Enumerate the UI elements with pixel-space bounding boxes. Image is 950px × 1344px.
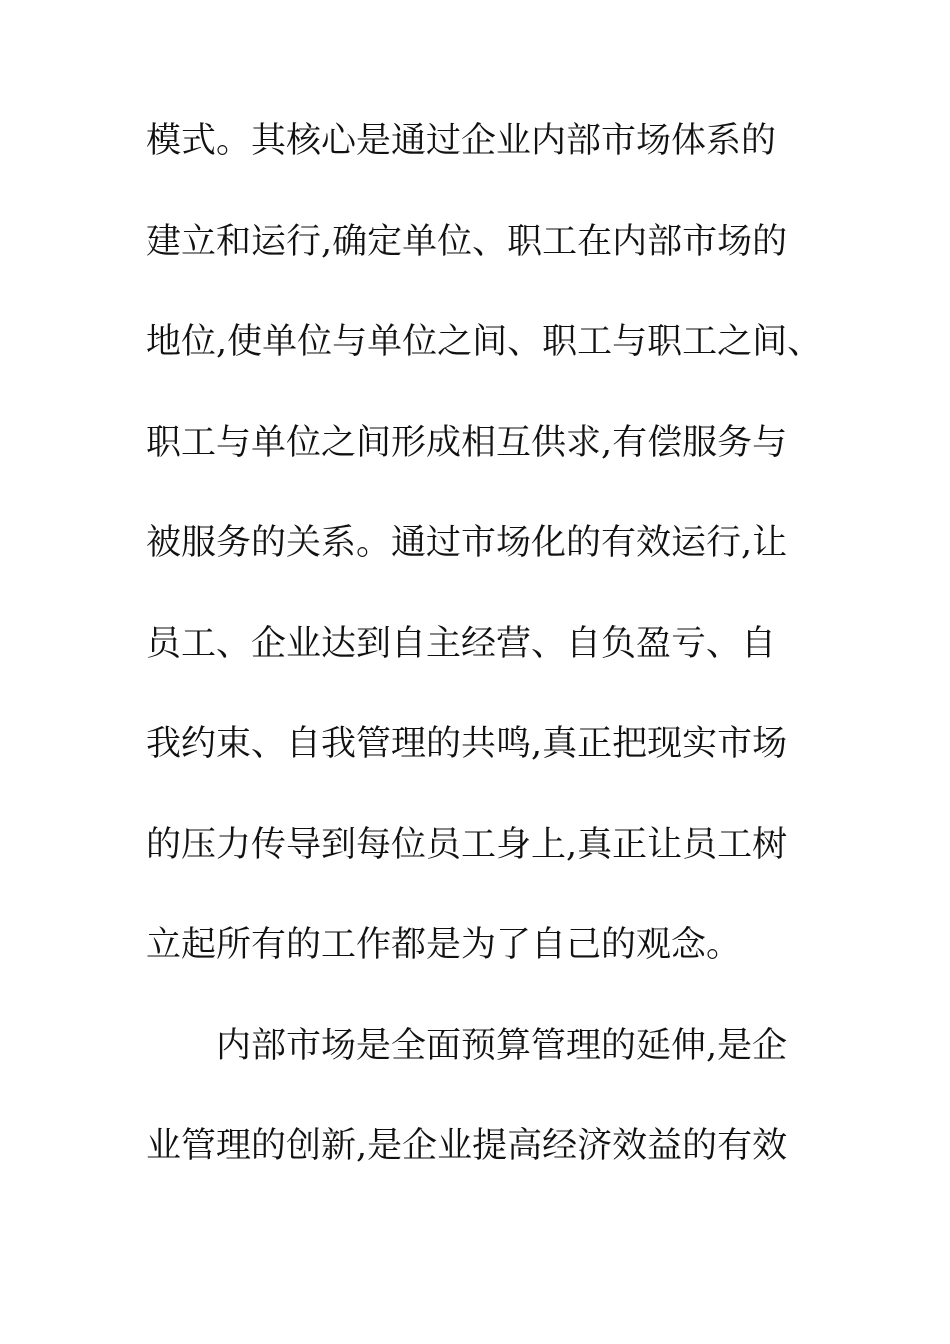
text-line: 模式。其核心是通过企业内部市场体系的 <box>146 121 777 161</box>
body-text <box>146 121 846 1230</box>
text-line: 立起所有的工作都是为了自己的观念。 <box>146 925 742 965</box>
paragraph-start-line: 内部市场是全面预算管理的延伸,是企 <box>216 1025 788 1066</box>
text-line: 建立和运行,确定单位、职工在内部市场的 <box>146 221 788 262</box>
text-line: 我约束、自我管理的共鸣,真正把现实市场 <box>146 724 788 764</box>
text-line: 职工与单位之间形成相互供求,有偿服务与 <box>146 422 788 463</box>
text-line: 的压力传导到每位员工身上,真正让员工树 <box>146 824 788 865</box>
text-line: 员工、企业达到自主经营、自负盈亏、自 <box>146 623 777 664</box>
text-line: 被服务的关系。通过市场化的有效运行,让 <box>146 523 788 563</box>
text-line: 地位,使单位与单位之间、职工与职工之间、 <box>146 322 823 362</box>
text-line: 业管理的创新,是企业提高经济效益的有效 <box>146 1126 788 1166</box>
